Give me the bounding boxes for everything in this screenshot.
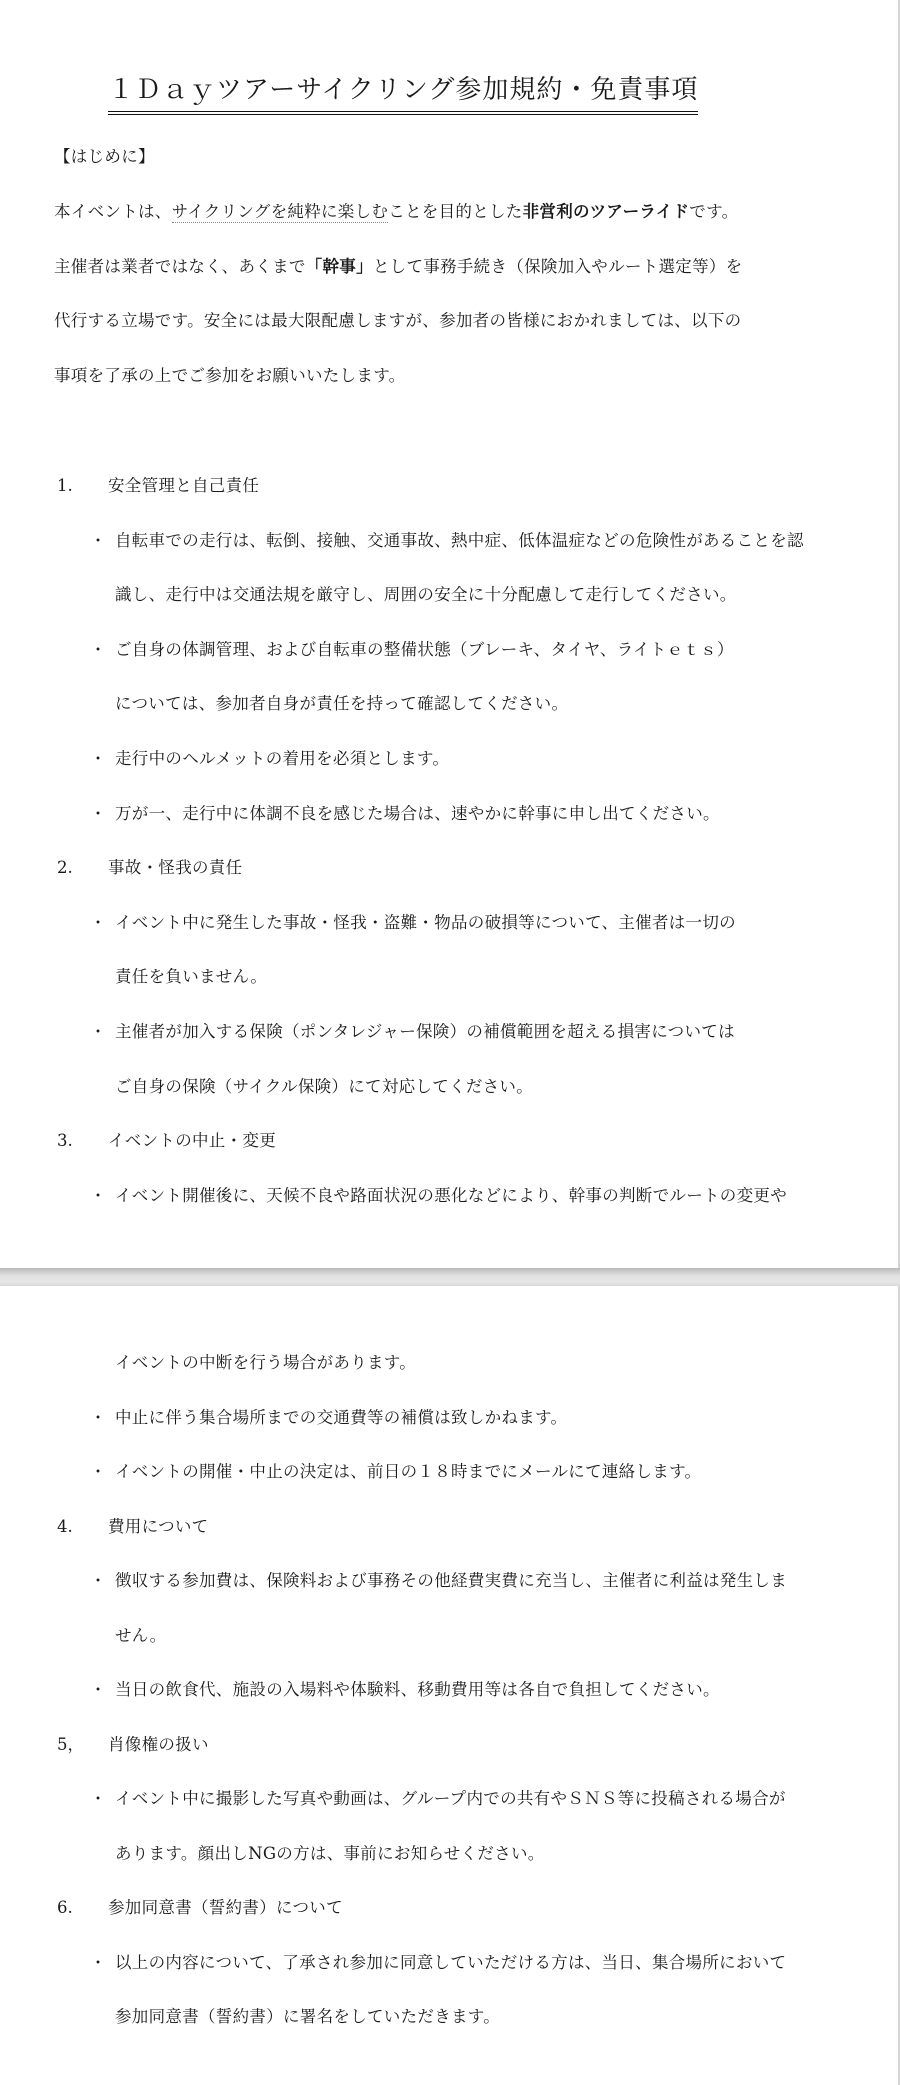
section-2-item-2-line-2: ご自身の保険（サイクル保険）にて対応してください。 — [115, 1077, 534, 1096]
intro-text: 本イベントは、 — [54, 202, 172, 221]
section-3-item-1-line-1: イベント開催後に、天候不良や路面状況の悪化などにより、幹事の判断でルートの変更や — [115, 1186, 787, 1205]
section-4-title: 費用について — [108, 1517, 209, 1536]
spellcheck-underlined-text[interactable]: サイクリングを純粋に楽しむ — [171, 202, 389, 221]
intro-text: です。 — [689, 202, 739, 221]
section-4-item-1-line-2: せん。 — [115, 1626, 167, 1645]
document-page-2 — [0, 1286, 900, 2085]
section-1-item-1-line-2: 識し、走行中は交通法規を厳守し、周囲の安全に十分配慮して走行してください。 — [115, 585, 737, 604]
section-3-title: イベントの中止・変更 — [108, 1131, 276, 1150]
bullet-icon: ・ — [90, 1571, 107, 1590]
section-5-item-1-line-2: あります。顔出しNGの方は、事前にお知らせください。 — [115, 1844, 545, 1863]
section-4-item-1-line-1: 徴収する参加費は、保険料および事務その他経費実費に充当し、主催者に利益は発生しま — [115, 1571, 787, 1590]
bullet-icon: ・ — [90, 1462, 107, 1481]
section-2-number: 2. — [57, 858, 73, 877]
bullet-icon: ・ — [90, 640, 107, 659]
section-5-title: 肖像権の扱い — [108, 1735, 209, 1754]
bullet-icon: ・ — [90, 1789, 107, 1808]
document-title: １Ｄａｙツアーサイクリング参加規約・免責事項 — [108, 75, 698, 115]
intro-paragraph-line-4: 事項を了承の上でご参加をお願いいたします。 — [54, 366, 406, 385]
section-4-number: 4. — [57, 1517, 73, 1536]
bullet-icon: ・ — [90, 1022, 107, 1041]
bullet-icon: ・ — [90, 749, 107, 768]
section-6-item-1-line-1: 以上の内容について、了承され参加に同意していただける方は、当日、集合場所において — [115, 1953, 787, 1972]
intro-paragraph-line-1 — [54, 201, 738, 223]
intro-paragraph-line-3: 代行する立場です。安全には最大限配慮しますが、参加者の皆様におかれましては、以下の — [54, 311, 742, 330]
section-3-item-1-line-2: イベントの中断を行う場合があります。 — [115, 1353, 417, 1372]
section-2-item-1-line-2: 責任を負いません。 — [115, 967, 268, 986]
intro-paragraph-line-2 — [54, 256, 742, 278]
bullet-icon: ・ — [90, 531, 107, 550]
section-2-item-1-line-1: イベント中に発生した事故・怪我・盗難・物品の破損等について、主催者は一切の — [115, 913, 736, 932]
intro-text: として事務手続き（保険加入やルート選定等）を — [372, 257, 743, 276]
section-1-number: 1. — [57, 476, 73, 495]
section-1-item-4: 万が一、走行中に体調不良を感じた場合は、速やかに幹事に申し出てください。 — [115, 804, 720, 823]
bullet-icon: ・ — [90, 1680, 107, 1699]
bullet-icon: ・ — [90, 1408, 107, 1427]
section-1-item-1-line-1: 自転車での走行は、転倒、接触、交通事故、熱中症、低体温症などの危険性があることを認 — [115, 531, 804, 550]
section-3-item-3: イベントの開催・中止の決定は、前日の１８時までにメールにて連絡します。 — [115, 1462, 702, 1481]
page-break-separator — [0, 1268, 900, 1286]
section-6-number: 6. — [57, 1898, 73, 1917]
section-4-item-2: 当日の飲食代、施設の入場料や体験料、移動費用等は各自で負担してください。 — [115, 1680, 720, 1699]
section-6-item-1-line-2: 参加同意書（誓約書）に署名をしていただきます。 — [115, 2007, 501, 2026]
section-1-item-3: 走行中のヘルメットの着用を必須とします。 — [115, 749, 450, 768]
bullet-icon: ・ — [90, 804, 107, 823]
section-1-title: 安全管理と自己責任 — [108, 476, 260, 495]
section-2-title: 事故・怪我の責任 — [108, 858, 243, 877]
section-3-item-2: 中止に伴う集合場所までの交通費等の補償は致しかねます。 — [115, 1408, 568, 1427]
section-5-number: 5， — [57, 1735, 84, 1754]
section-2-item-2-line-1: 主催者が加入する保険（ポンタレジャー保険）の補償範囲を超える損害については — [115, 1022, 735, 1041]
section-1-item-2-line-2: については、参加者自身が責任を持って確認してください。 — [115, 694, 569, 713]
section-1-item-2-line-1: ご自身の体調管理、および自転車の整備状態（ブレーキ、タイヤ、ライトｅｔｓ） — [115, 640, 734, 659]
intro-text: 主催者は業者ではなく、あくまで — [54, 257, 306, 276]
section-6-title: 参加同意書（誓約書）について — [108, 1898, 343, 1917]
intro-text: ことを目的とした — [388, 202, 523, 221]
section-3-number: 3. — [57, 1131, 73, 1150]
intro-bold-text: 「幹事」 — [305, 257, 373, 276]
intro-heading: 【はじめに】 — [54, 147, 155, 166]
bullet-icon: ・ — [90, 1953, 107, 1972]
intro-bold-text: 非営利のツアーライド — [522, 202, 690, 221]
bullet-icon: ・ — [90, 913, 107, 932]
section-5-item-1-line-1: イベント中に撮影した写真や動画は、グループ内での共有やＳＮＳ等に投稿される場合が — [115, 1789, 786, 1808]
bullet-icon: ・ — [90, 1186, 107, 1205]
